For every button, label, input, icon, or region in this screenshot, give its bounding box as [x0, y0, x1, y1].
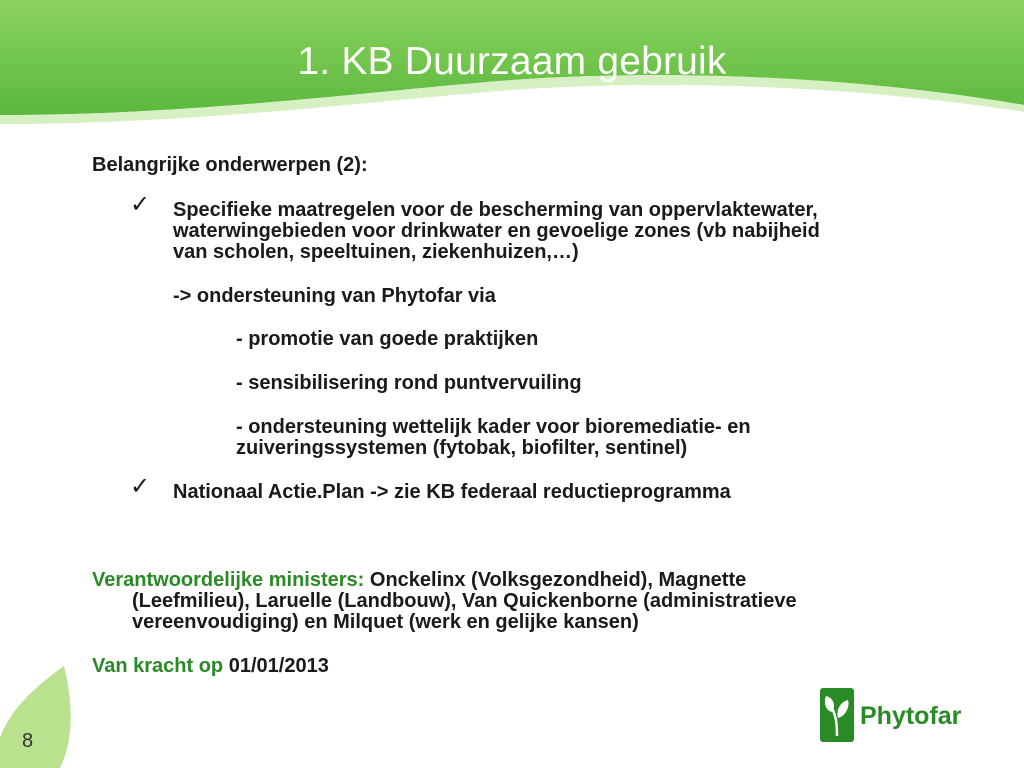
effective-date: 01/01/2013 — [228, 655, 329, 677]
page-number: 8 — [22, 730, 34, 752]
effective-date-line — [92, 656, 329, 677]
bullet1-line2: waterwingebieden voor drinkwater en gevoelige zones (vb nabijheid — [173, 220, 820, 242]
checkmark-icon: ✓ — [130, 472, 151, 500]
ministers-line1 — [92, 570, 746, 591]
bullet1-line3: van scholen, speeltuinen, ziekenhuizen,…) — [173, 241, 579, 263]
slide-title: 1. KB Duurzaam gebruik — [297, 40, 727, 83]
sub-item-promotie: - promotie van goede praktijken — [236, 328, 539, 350]
bullet1-line1: Specifieke maatregelen voor de bescherming van oppervlaktewater, — [173, 199, 818, 221]
sub-item-wettelijk-line2: zuiveringssystemen (fytobak, biofilter, sentinel) — [236, 437, 688, 459]
phytofar-logo — [820, 688, 980, 744]
sub-item-sensibilisering: - sensibilisering rond puntvervuiling — [236, 372, 582, 394]
effective-label: Van kracht op — [92, 655, 229, 677]
phytofar-logo-text: Phytofar — [860, 702, 962, 730]
sub-item-wettelijk-line1: - ondersteuning wettelijk kader voor bioremediatie- en — [236, 416, 751, 438]
checkmark-icon: ✓ — [130, 190, 151, 218]
ministers-line3: vereenvoudiging) en Milquet (werk en gelijke kansen) — [132, 611, 639, 633]
leaf-decoration — [0, 658, 80, 768]
intro-text: Belangrijke onderwerpen (2): — [92, 154, 368, 176]
support-intro: -> ondersteuning van Phytofar via — [173, 285, 496, 307]
bullet2-text: Nationaal Actie.Plan -> zie KB federaal reductieprogramma — [173, 481, 731, 503]
phytofar-logo-icon — [820, 688, 854, 742]
ministers-label: Verantwoordelijke ministers: — [92, 569, 365, 591]
ministers-names-start: Onckelinx (Volksgezondheid), Magnette — [364, 569, 747, 591]
ministers-line2: (Leefmilieu), Laruelle (Landbouw), Van Quickenborne (administratieve — [132, 590, 797, 612]
